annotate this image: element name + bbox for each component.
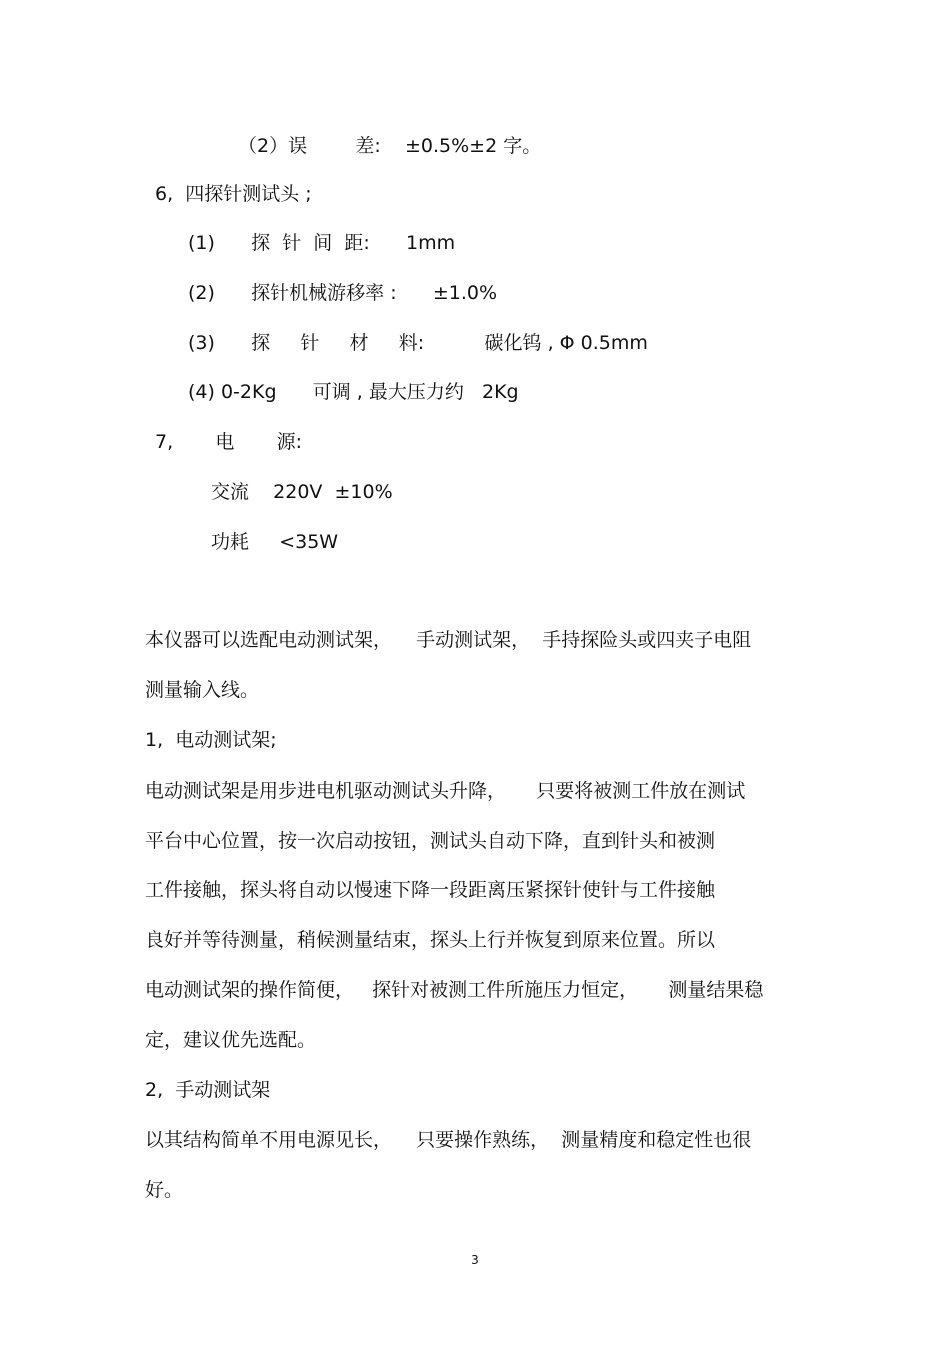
paragraph-electric-line-2: 平台中心位置，按一次启动按钮，测试头自动下降，直到针头和被测 — [145, 830, 716, 852]
subsection-2-heading: 2, 手动测试架 — [145, 1079, 271, 1101]
paragraph-intro-line-1: 本仪器可以选配电动测试架， 手动测试架， 手持探险头或四夹子电阻 — [145, 629, 752, 651]
paragraph-electric-line-6: 定，建议优先选配。 — [145, 1029, 317, 1051]
paragraph-electric-line-4: 良好并等待测量，稍候测量结束，探头上行并恢复到原来位置。所以 — [145, 929, 716, 951]
page-number: 3 — [471, 1253, 479, 1267]
subsection-1-heading: 1, 电动测试架; — [145, 729, 277, 751]
paragraph-electric-line-1: 电动测试架是用步进电机驱动测试头升降， 只要将被测工件放在测试 — [145, 780, 746, 802]
section-7-heading: 7, 电 源: — [155, 431, 303, 453]
probe-mechanical-drift-line: (2) 探针机械游移率 : ±1.0% — [188, 282, 498, 304]
paragraph-manual-line-2: 好。 — [145, 1179, 184, 1201]
probe-material-line: (3) 探 针 材 料: 碳化钨 , Φ 0.5mm — [188, 332, 648, 354]
probe-spacing-line: (1) 探 针 间 距: 1mm — [188, 232, 456, 254]
section-6-heading: 6, 四探针测试头 ; — [155, 183, 312, 205]
probe-pressure-line: (4) 0-2Kg 可调 , 最大压力约 2Kg — [188, 381, 519, 403]
paragraph-electric-line-3: 工件接触，探头将自动以慢速下降一段距离压紧探针使针与工件接触 — [145, 879, 716, 901]
paragraph-manual-line-1: 以其结构简单不用电源见长， 只要操作熟练， 测量精度和稳定性也很 — [145, 1129, 752, 1151]
power-ac-line: 交流 220V ±10% — [211, 481, 393, 503]
paragraph-intro-line-2: 测量输入线。 — [145, 679, 260, 701]
power-consumption-line: 功耗 <35W — [211, 531, 339, 553]
spec-error-line: （2）误 差: ±0.5%±2 字。 — [238, 135, 542, 157]
paragraph-electric-line-5: 电动测试架的操作简便， 探针对被测工件所施压力恒定， 测量结果稳 — [145, 979, 764, 1001]
